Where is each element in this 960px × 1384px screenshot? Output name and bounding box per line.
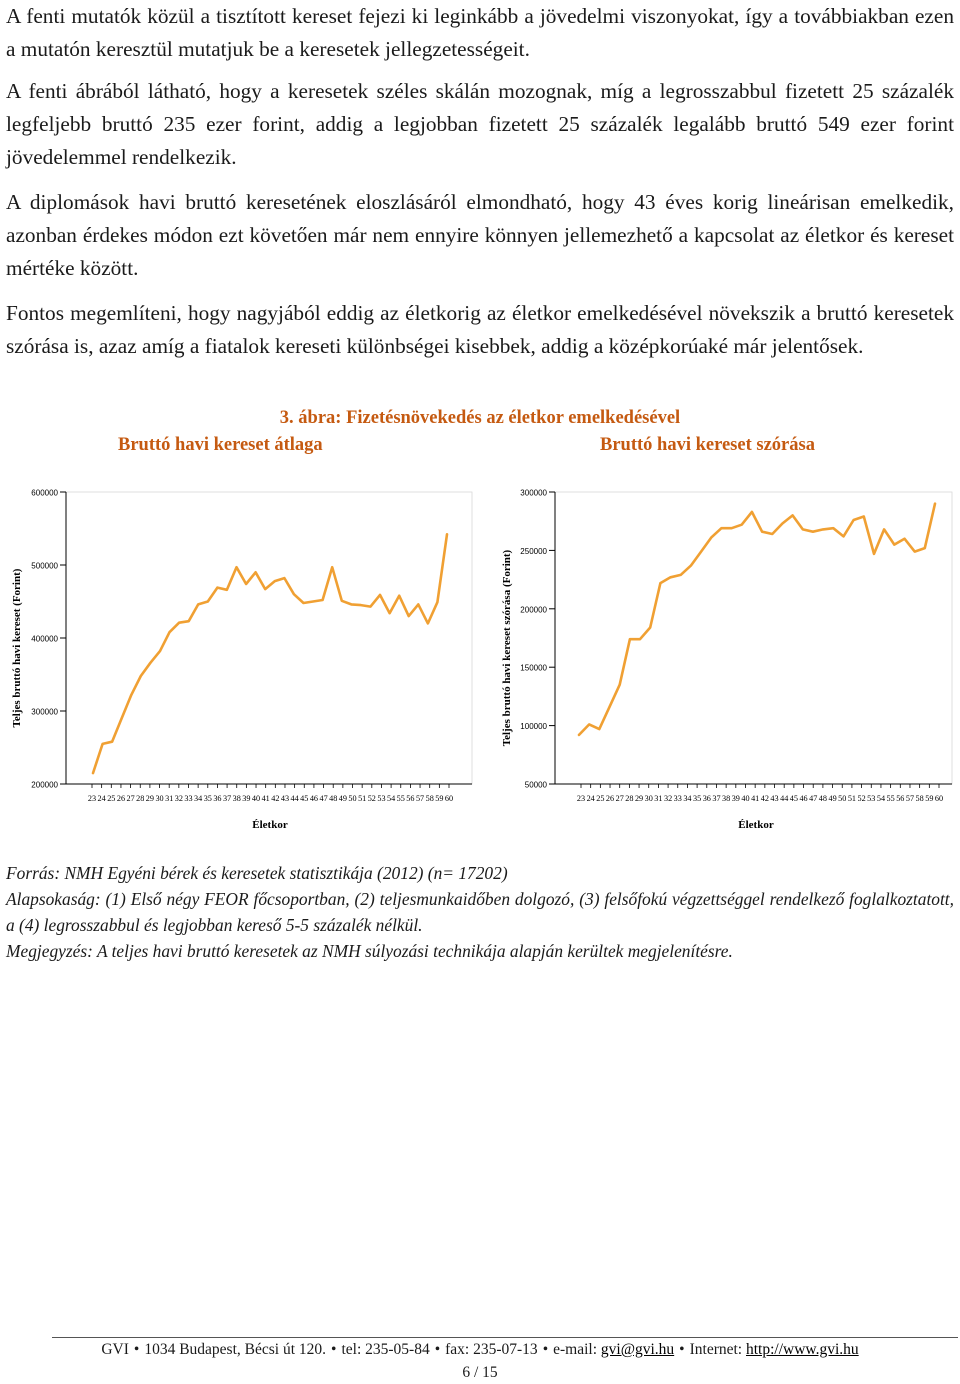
- data-point: [588, 724, 590, 726]
- data-point: [619, 684, 621, 686]
- source-note: Forrás: NMH Egyéni bérek és keresetek statisztikája (2012) (n= 17202): [6, 863, 508, 883]
- x-tick-label: 27: [615, 794, 624, 803]
- earnings-std-chart: [480, 470, 960, 840]
- x-tick-label: 39: [731, 794, 740, 803]
- footer-address: 1034 Budapest, Bécsi út 120.: [144, 1341, 327, 1358]
- data-point: [303, 602, 305, 604]
- data-point: [751, 511, 753, 513]
- data-point: [446, 534, 448, 536]
- data-point: [721, 527, 723, 529]
- data-point: [731, 527, 733, 529]
- x-axis-label: Életkor: [252, 819, 288, 831]
- x-axis-label: Életkor: [738, 819, 774, 831]
- x-tick-label: 60: [444, 794, 454, 803]
- x-tick-label: 58: [425, 794, 434, 803]
- x-tick-label: 47: [319, 794, 328, 803]
- data-point: [370, 606, 372, 608]
- data-point: [197, 604, 199, 606]
- y-tick-label: 400000: [31, 634, 58, 644]
- data-point: [226, 589, 228, 591]
- y-tick-label: 200000: [31, 780, 58, 790]
- data-point: [102, 743, 104, 745]
- footer-divider: [52, 1337, 958, 1338]
- y-axis-label: Teljes bruttó havi kereset (Forint): [11, 568, 23, 728]
- x-tick-label: 24: [586, 794, 595, 803]
- data-point: [599, 728, 601, 730]
- data-point: [934, 503, 936, 505]
- x-tick-label: 25: [596, 794, 605, 803]
- x-tick-label: 48: [818, 794, 827, 803]
- x-tick-label: 55: [886, 794, 895, 803]
- x-tick-label: 36: [213, 794, 222, 803]
- page-number: 6 / 15: [462, 1364, 498, 1381]
- x-tick-label: 37: [222, 794, 232, 803]
- plot-frame: [555, 492, 952, 784]
- data-point: [578, 734, 580, 736]
- x-tick-label: 31: [165, 794, 174, 803]
- x-tick-label: 58: [915, 794, 924, 803]
- data-point: [772, 533, 774, 535]
- data-point: [360, 604, 362, 606]
- paragraph-3: A diplomások havi bruttó keresetének eloszlásáról elmondható, hogy 43 éves korig lineárisan emelkedik, azonban érdekes módon ezt követően már nem ennyire könnyen jellemezhető a kapcsolat az életkor és kereset mértéke között.: [6, 190, 954, 280]
- data-point: [92, 772, 94, 774]
- data-point: [159, 650, 161, 652]
- x-tick-label: 23: [576, 794, 586, 803]
- data-point: [792, 515, 794, 517]
- data-point: [150, 662, 152, 664]
- data-point: [418, 604, 420, 606]
- right-chart-subtitle: Bruttó havi kereset szórása: [600, 435, 815, 455]
- x-tick-label: 54: [387, 794, 396, 803]
- x-tick-label: 59: [435, 794, 444, 803]
- paragraph-1: A fenti mutatók közül a tisztított kereset fejezi ki leginkább a jövedelmi viszonyokat, így a továbbiakban ezen a mutatón keresztül mutatjuk be a keresetek jellegzetességeit.: [6, 4, 954, 61]
- y-tick-label: 200000: [520, 605, 547, 615]
- left-chart-subtitle: Bruttó havi kereset átlaga: [118, 435, 323, 455]
- x-tick-label: 38: [722, 794, 731, 803]
- data-point: [437, 601, 439, 603]
- data-point: [690, 565, 692, 567]
- x-tick-label: 30: [155, 794, 164, 803]
- data-point: [217, 587, 219, 589]
- bullet-icon: •: [434, 1341, 441, 1358]
- y-tick-label: 250000: [520, 546, 547, 556]
- data-point: [169, 631, 171, 633]
- x-tick-label: 49: [828, 794, 837, 803]
- x-tick-label: 32: [174, 794, 183, 803]
- x-tick-label: 34: [683, 794, 692, 803]
- data-point: [312, 601, 314, 603]
- x-tick-label: 35: [693, 794, 702, 803]
- figure-notes: [6, 860, 954, 964]
- data-point: [649, 627, 651, 629]
- x-tick-label: 51: [847, 794, 857, 803]
- data-point: [853, 519, 855, 521]
- data-point: [178, 622, 180, 624]
- bullet-icon: •: [542, 1341, 549, 1358]
- data-point: [236, 566, 238, 568]
- x-tick-label: 42: [271, 794, 280, 803]
- x-tick-label: 29: [145, 794, 154, 803]
- data-point: [188, 620, 190, 622]
- plot-frame: [66, 492, 472, 784]
- footer-internet-label: Internet:: [689, 1341, 743, 1358]
- x-tick-label: 50: [348, 794, 357, 803]
- data-point: [274, 580, 276, 582]
- x-tick-label: 52: [857, 794, 866, 803]
- data-point: [379, 594, 381, 596]
- data-point: [741, 524, 743, 526]
- x-tick-label: 56: [406, 794, 415, 803]
- x-tick-label: 41: [261, 794, 270, 803]
- website-link[interactable]: http://www.gvi.hu: [746, 1341, 859, 1358]
- x-tick-label: 30: [644, 794, 653, 803]
- x-tick-label: 26: [116, 794, 126, 803]
- data-point: [710, 537, 712, 539]
- data-point: [111, 741, 113, 743]
- x-tick-label: 46: [799, 794, 808, 803]
- y-tick-label: 500000: [31, 561, 58, 571]
- x-tick-label: 32: [663, 794, 673, 803]
- x-tick-label: 52: [367, 794, 376, 803]
- footer-tel: tel: 235-05-84: [341, 1341, 430, 1358]
- bullet-icon: •: [679, 1341, 685, 1358]
- x-tick-label: 53: [377, 794, 386, 803]
- data-point: [121, 718, 123, 720]
- population-note: Alapsokaság: (1) Első négy FEOR főcsoportban, (2) teljesmunkaidőben dolgozó, (3) felsőfokú végzettséggel rendelkező foglalkoztatott, a (4) legrosszabbul és legjobban kereső 5-5 százalék nélkül.: [6, 889, 954, 935]
- x-tick-label: 35: [203, 794, 212, 803]
- email-link[interactable]: gvi@gvi.hu: [600, 1341, 675, 1358]
- y-tick-label: 150000: [520, 663, 547, 673]
- y-tick-label: 300000: [31, 707, 58, 717]
- data-point: [427, 623, 429, 625]
- bullet-icon: •: [331, 1341, 337, 1358]
- x-tick-label: 59: [925, 794, 934, 803]
- x-tick-label: 37: [712, 794, 721, 803]
- data-point: [680, 574, 682, 576]
- x-tick-label: 57: [905, 794, 915, 803]
- data-point: [255, 572, 257, 574]
- x-tick-label: 41: [751, 794, 760, 803]
- x-tick-label: 38: [232, 794, 241, 803]
- x-tick-label: 28: [136, 794, 145, 803]
- x-tick-label: 49: [338, 794, 347, 803]
- x-tick-label: 33: [673, 794, 682, 803]
- data-point: [761, 531, 763, 533]
- data-point: [351, 604, 353, 606]
- x-tick-label: 55: [396, 794, 405, 803]
- data-point: [914, 551, 916, 553]
- y-tick-label: 100000: [520, 722, 547, 732]
- x-tick-label: 31: [654, 794, 663, 803]
- data-point: [822, 529, 824, 531]
- data-point: [639, 638, 641, 640]
- x-tick-label: 29: [634, 794, 644, 803]
- data-point: [131, 694, 133, 696]
- x-tick-label: 27: [126, 794, 135, 803]
- x-tick-label: 60: [934, 794, 944, 803]
- page-footer: [0, 1341, 960, 1359]
- data-point: [863, 516, 865, 518]
- x-tick-label: 28: [625, 794, 634, 803]
- data-point: [389, 612, 391, 614]
- x-tick-label: 43: [280, 794, 290, 803]
- data-point: [904, 538, 906, 540]
- y-axis-label: Teljes bruttó havi kereset szórása (Forint): [501, 549, 513, 747]
- x-tick-label: 42: [760, 794, 769, 803]
- mean-earnings-chart: [0, 470, 480, 840]
- data-point: [284, 577, 286, 579]
- data-point: [843, 536, 845, 538]
- data-point: [140, 675, 142, 677]
- data-point: [264, 588, 266, 590]
- footer-org: GVI: [101, 1341, 129, 1358]
- y-tick-label: 600000: [31, 488, 58, 498]
- data-point: [782, 523, 784, 525]
- x-tick-label: 45: [789, 794, 798, 803]
- paragraph-4: Fontos megemlíteni, hogy nagyjából eddig az életkorig az életkor emelkedésével növekszik a bruttó keresetek szórása is, azaz amíg a fiatalok kereseti különbségei kisebbek, addig a középkorúaké már jelentősek.: [6, 301, 954, 358]
- x-tick-label: 43: [770, 794, 779, 803]
- x-tick-label: 45: [300, 794, 309, 803]
- x-tick-label: 26: [605, 794, 615, 803]
- data-point: [833, 527, 835, 529]
- footer-fax: fax: 235-07-13: [445, 1341, 538, 1358]
- x-tick-label: 24: [97, 794, 106, 803]
- data-point: [609, 706, 611, 708]
- x-tick-label: 44: [780, 794, 789, 803]
- x-tick-label: 40: [251, 794, 261, 803]
- data-point: [398, 595, 400, 597]
- data-point: [245, 583, 247, 585]
- x-tick-label: 44: [290, 794, 299, 803]
- x-tick-label: 33: [184, 794, 193, 803]
- y-tick-label: 50000: [524, 780, 547, 790]
- data-point: [629, 638, 631, 640]
- x-tick-label: 54: [876, 794, 886, 803]
- x-tick-label: 56: [896, 794, 905, 803]
- x-tick-label: 51: [358, 794, 367, 803]
- data-point: [660, 582, 662, 584]
- x-tick-label: 57: [415, 794, 425, 803]
- remark-note: Megjegyzés: A teljes havi bruttó keresetek az NMH súlyozási technikája alapján kerültek megjelenítésre.: [6, 941, 733, 961]
- x-tick-label: 46: [309, 794, 319, 803]
- data-point: [700, 551, 702, 553]
- figure-title: 3. ábra: Fizetésnövekedés az életkor emelkedésével: [279, 408, 681, 428]
- data-point: [207, 601, 209, 603]
- x-tick-label: 34: [194, 794, 203, 803]
- data-point: [331, 566, 333, 568]
- x-tick-label: 47: [809, 794, 818, 803]
- data-point: [924, 547, 926, 549]
- x-tick-label: 48: [329, 794, 338, 803]
- bullet-icon: •: [133, 1341, 140, 1358]
- x-tick-label: 50: [838, 794, 847, 803]
- data-point: [293, 593, 295, 595]
- data-point: [802, 529, 804, 531]
- data-point: [322, 599, 324, 601]
- x-tick-label: 40: [741, 794, 750, 803]
- y-tick-label: 300000: [520, 488, 547, 498]
- x-tick-label: 36: [702, 794, 711, 803]
- x-tick-label: 23: [87, 794, 97, 803]
- data-point: [873, 553, 875, 555]
- data-point: [883, 529, 885, 531]
- data-point: [408, 615, 410, 617]
- x-tick-label: 25: [107, 794, 116, 803]
- data-point: [670, 577, 672, 579]
- footer-email-label: e-mail:: [553, 1341, 598, 1358]
- data-point: [894, 544, 896, 546]
- x-tick-label: 39: [242, 794, 251, 803]
- x-tick-label: 53: [867, 794, 876, 803]
- data-point: [812, 531, 814, 533]
- paragraph-2: A fenti ábrából látható, hogy a keresetek széles skálán mozognak, míg a legrosszabbul fizetett 25 százalék legfeljebb bruttó 235 ezer forint, addig a legjobban fizetett 25 százalék legalább bruttó 549 ezer forint jövedelemmel rendelkezik.: [6, 79, 954, 169]
- data-point: [341, 600, 343, 602]
